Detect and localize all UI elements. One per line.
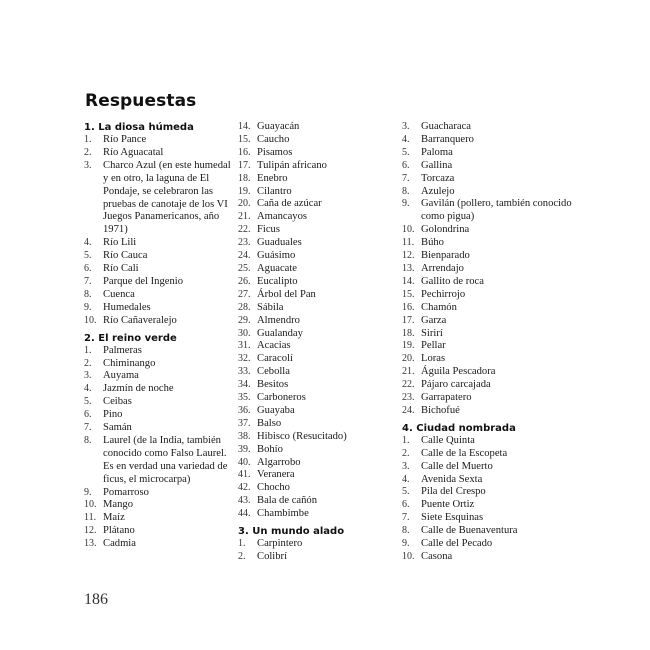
- item-text: Besitos: [257, 379, 289, 391]
- answer-item: [402, 340, 572, 353]
- item-number: 22.: [238, 224, 251, 236]
- item-number: 20.: [238, 198, 251, 210]
- item-text: Jazmín de noche: [103, 383, 174, 395]
- answer-item: [402, 474, 572, 487]
- item-number: 1.: [84, 134, 92, 145]
- answer-item: [238, 237, 393, 250]
- item-text: Almendro: [257, 314, 300, 326]
- item-text: Pellar: [421, 340, 446, 352]
- answer-item: [402, 237, 572, 250]
- item-number: 6.: [402, 159, 410, 171]
- item-number: 21.: [238, 211, 251, 223]
- answer-item: [402, 289, 572, 302]
- answer-item: [238, 211, 393, 224]
- answer-item: [84, 263, 232, 276]
- item-text: Búho: [421, 237, 444, 249]
- item-number: 4.: [402, 473, 410, 485]
- item-text: Río Lili: [103, 237, 137, 249]
- item-number: 8.: [402, 185, 410, 197]
- item-number: 44.: [238, 508, 251, 520]
- item-number: 1.: [402, 434, 410, 446]
- answer-item: [238, 224, 393, 237]
- answer-item: [402, 328, 572, 341]
- answer-item: [402, 448, 572, 461]
- answer-item: [402, 379, 572, 392]
- answer-list: [238, 538, 393, 564]
- item-number: 21.: [402, 366, 415, 378]
- item-number: 2.: [402, 447, 410, 459]
- item-text: Caña de azúcar: [257, 198, 322, 210]
- item-number: 17.: [238, 159, 251, 171]
- item-text: Cilantro: [257, 185, 292, 197]
- answer-item: [402, 551, 572, 564]
- item-text: Eucalipto: [257, 275, 298, 287]
- item-number: 5.: [84, 396, 92, 408]
- item-text: Pájaro carcajada: [421, 379, 491, 391]
- answer-item: [402, 435, 572, 448]
- answer-item: [238, 250, 393, 263]
- answer-item: [238, 469, 393, 482]
- item-number: 43.: [238, 495, 251, 507]
- item-number: 15.: [238, 133, 251, 145]
- answer-item: [402, 353, 572, 366]
- answer-item: [84, 525, 232, 538]
- item-number: 8.: [84, 434, 92, 446]
- item-number: 24.: [402, 404, 415, 416]
- answer-item: [238, 431, 393, 444]
- item-text: Ficus: [257, 224, 280, 236]
- item-number: 2.: [238, 551, 246, 562]
- answer-item: [84, 370, 232, 383]
- item-text: Humedales: [103, 301, 151, 313]
- page-title: Respuestas: [85, 91, 197, 112]
- answer-item: [402, 186, 572, 199]
- answer-item: [84, 345, 232, 358]
- item-number: 11.: [84, 512, 97, 524]
- answers-column-2: [238, 121, 393, 564]
- answer-item: [238, 134, 393, 147]
- item-text: Garza: [421, 314, 447, 326]
- item-text: Golondrina: [421, 224, 470, 236]
- answer-item: [84, 422, 232, 435]
- item-number: 4.: [402, 133, 410, 145]
- answer-item: [238, 263, 393, 276]
- item-text: Hibisco (Resucitado): [257, 430, 347, 442]
- answer-item: [238, 366, 393, 379]
- item-number: 2.: [84, 146, 92, 158]
- answer-item: [84, 134, 232, 147]
- item-number: 35.: [238, 392, 251, 404]
- page-number: 186: [84, 591, 108, 608]
- answer-list: [84, 134, 232, 328]
- answer-item: [84, 435, 232, 487]
- item-text: Águila Pescadora: [421, 366, 496, 378]
- item-number: 32.: [238, 353, 251, 365]
- answer-item: [84, 250, 232, 263]
- answer-item: [402, 147, 572, 160]
- item-number: 3.: [402, 460, 410, 472]
- section-heading: 2. El reino verde: [84, 332, 177, 344]
- answer-item: [402, 121, 572, 134]
- answer-list: [402, 121, 572, 418]
- item-number: 18.: [402, 327, 415, 339]
- section-heading: 1. La diosa húmeda: [84, 122, 194, 133]
- item-number: 14.: [402, 275, 415, 287]
- answer-list: [84, 345, 232, 552]
- answer-list: [238, 121, 393, 521]
- answer-item: [238, 405, 393, 418]
- item-text: Guacharaca: [421, 121, 471, 132]
- item-text: Pino: [103, 409, 123, 421]
- item-text: Chambimbe: [257, 508, 309, 520]
- item-text: Torcaza: [421, 172, 455, 184]
- answer-item: [238, 418, 393, 431]
- answer-item: [238, 173, 393, 186]
- item-number: 5.: [402, 146, 410, 158]
- item-text: Colibrí: [257, 551, 288, 562]
- answer-item: [238, 302, 393, 315]
- item-number: 25.: [238, 262, 251, 274]
- item-text: Chocho: [257, 482, 290, 494]
- item-text: Pila del Crespo: [421, 486, 486, 498]
- item-text: Maíz: [103, 512, 125, 524]
- answer-item: [402, 173, 572, 186]
- item-text: Sirirí: [421, 327, 443, 339]
- item-text: Caucho: [257, 133, 290, 145]
- section-heading: 3. Un mundo alado: [238, 526, 345, 538]
- item-text: Mango: [103, 499, 134, 511]
- item-number: 5.: [84, 250, 92, 262]
- item-text: Gallina: [421, 159, 453, 171]
- item-number: 29.: [238, 314, 251, 326]
- item-number: 31.: [238, 340, 251, 352]
- answer-item: [84, 358, 232, 371]
- item-number: 34.: [238, 379, 251, 391]
- item-text: Río Cauca: [103, 250, 148, 262]
- item-text: Amancayos: [257, 211, 308, 223]
- item-text: Acacias: [257, 340, 291, 352]
- item-text: Pechirrojo: [421, 288, 466, 300]
- item-number: 23.: [402, 392, 415, 404]
- item-number: 10.: [84, 499, 97, 511]
- item-number: 24.: [238, 250, 251, 262]
- item-text: Loras: [421, 353, 446, 365]
- answer-item: [402, 366, 572, 379]
- item-text: Río Cañaveralejo: [103, 314, 177, 326]
- item-text: Samán: [103, 422, 132, 434]
- item-text: Balso: [257, 417, 282, 429]
- answer-item: [402, 525, 572, 538]
- item-text: Auyama: [103, 370, 139, 382]
- item-number: 27.: [238, 288, 251, 300]
- item-text: Casona: [421, 551, 453, 562]
- item-number: 42.: [238, 482, 251, 494]
- item-text: Barranquero: [421, 133, 474, 145]
- answer-item: [402, 499, 572, 512]
- answer-item: [84, 276, 232, 289]
- item-text: Cebolla: [257, 366, 290, 378]
- item-number: 13.: [84, 538, 97, 550]
- answer-item: [238, 289, 393, 302]
- item-text: Chiminango: [103, 357, 156, 369]
- answer-item: [238, 508, 393, 521]
- item-text: Charco Azul (en este humedal y en otro, la laguna de El Pondaje, se celebraron las pruebas de canotaje de los VI Juegos Panamericanos, año 1971): [103, 159, 231, 236]
- answer-item: [238, 379, 393, 392]
- item-text: Carpintero: [257, 538, 303, 550]
- answers-column-3: [402, 121, 572, 564]
- item-text: Guayacán: [257, 121, 300, 132]
- answer-item: [402, 276, 572, 289]
- item-number: 28.: [238, 301, 251, 313]
- item-number: 23.: [238, 237, 251, 249]
- answer-item: [238, 353, 393, 366]
- item-text: Ceibas: [103, 396, 132, 408]
- item-text: Calle del Muerto: [421, 460, 493, 472]
- item-text: Sábila: [257, 301, 284, 313]
- answer-item: [402, 315, 572, 328]
- item-text: Cadmia: [103, 538, 136, 550]
- answer-item: [402, 160, 572, 173]
- item-number: 9.: [402, 538, 410, 550]
- item-number: 19.: [238, 185, 251, 197]
- item-number: 41.: [238, 469, 251, 481]
- item-text: Bichofué: [421, 404, 460, 416]
- item-number: 10.: [402, 551, 415, 562]
- item-number: 3.: [84, 159, 92, 171]
- item-number: 2.: [84, 357, 92, 369]
- answer-item: [238, 276, 393, 289]
- answer-item: [238, 186, 393, 199]
- answer-item: [238, 328, 393, 341]
- item-number: 4.: [84, 383, 92, 395]
- answer-item: [402, 198, 572, 224]
- item-number: 9.: [402, 198, 410, 210]
- item-text: Calle Quinta: [421, 434, 475, 446]
- item-number: 7.: [402, 512, 410, 524]
- item-text: Arrendajo: [421, 262, 464, 274]
- item-number: 16.: [402, 301, 415, 313]
- item-number: 1.: [84, 344, 92, 356]
- item-text: Siete Esquinas: [421, 512, 484, 524]
- answer-item: [84, 499, 232, 512]
- answer-item: [238, 538, 393, 551]
- item-number: 14.: [238, 121, 251, 132]
- item-text: Avenida Sexta: [421, 473, 483, 485]
- item-number: 3.: [84, 370, 92, 382]
- item-text: Plátano: [103, 525, 135, 537]
- item-text: Calle del Pecado: [421, 538, 493, 550]
- answer-item: [238, 551, 393, 564]
- item-text: Puente Ortiz: [421, 499, 475, 511]
- item-number: 11.: [402, 237, 415, 249]
- answer-item: [402, 486, 572, 499]
- answers-column-1: [84, 121, 232, 551]
- item-text: Pomarroso: [103, 486, 149, 498]
- item-number: 36.: [238, 404, 251, 416]
- item-number: 30.: [238, 327, 251, 339]
- answer-item: [238, 160, 393, 173]
- answer-item: [402, 392, 572, 405]
- answer-item: [402, 302, 572, 315]
- item-text: Cuenca: [103, 288, 135, 300]
- item-number: 10.: [402, 224, 415, 236]
- answer-item: [238, 315, 393, 328]
- item-text: Guaduales: [257, 237, 302, 249]
- item-number: 1.: [238, 538, 246, 550]
- item-text: Gallito de roca: [421, 275, 484, 287]
- answer-list: [402, 435, 572, 564]
- item-text: Caracolí: [257, 353, 293, 365]
- item-number: 26.: [238, 275, 251, 287]
- item-number: 7.: [402, 172, 410, 184]
- item-number: 7.: [84, 275, 92, 287]
- answer-item: [84, 409, 232, 422]
- item-text: Pisamos: [257, 146, 293, 158]
- item-text: Bienparado: [421, 250, 470, 262]
- item-number: 37.: [238, 417, 251, 429]
- item-text: Carboneros: [257, 392, 306, 404]
- answer-item: [402, 134, 572, 147]
- item-number: 6.: [84, 263, 92, 275]
- answer-item: [402, 461, 572, 474]
- answer-item: [402, 263, 572, 276]
- item-number: 6.: [84, 409, 92, 421]
- answer-item: [84, 315, 232, 328]
- answer-item: [84, 396, 232, 409]
- item-number: 12.: [402, 250, 415, 262]
- item-number: 39.: [238, 443, 251, 455]
- item-number: 8.: [402, 525, 410, 537]
- answer-item: [84, 289, 232, 302]
- answer-item: [84, 147, 232, 160]
- item-number: 5.: [402, 486, 410, 498]
- item-number: 10.: [84, 314, 97, 326]
- item-number: 12.: [84, 525, 97, 537]
- item-text: Laurel (de la India, también conocido como Falso Laurel. Es en verdad una variedad de ficus, el microcarpa): [103, 434, 228, 485]
- answer-item: [84, 302, 232, 315]
- item-number: 3.: [402, 121, 410, 132]
- item-text: Tulipán africano: [257, 159, 327, 171]
- answer-item: [238, 444, 393, 457]
- item-text: Árbol del Pan: [257, 288, 316, 300]
- answer-item: [238, 340, 393, 353]
- item-text: Guayaba: [257, 404, 295, 416]
- item-text: Calle de la Escopeta: [421, 447, 508, 459]
- item-text: Gavilán (pollero, también conocido como pigua): [421, 198, 572, 223]
- item-number: 16.: [238, 146, 251, 158]
- answer-item: [238, 198, 393, 211]
- item-number: 9.: [84, 486, 92, 498]
- item-number: 7.: [84, 422, 92, 434]
- item-text: Bohío: [257, 443, 283, 455]
- answer-item: [84, 237, 232, 250]
- item-text: Río Aguacatal: [103, 146, 164, 158]
- answer-item: [84, 538, 232, 551]
- item-number: 18.: [238, 172, 251, 184]
- answer-item: [402, 224, 572, 237]
- item-number: 15.: [402, 288, 415, 300]
- item-text: Calle de Buenaventura: [421, 525, 518, 537]
- item-text: Garrapatero: [421, 392, 472, 404]
- item-number: 6.: [402, 499, 410, 511]
- answer-item: [402, 250, 572, 263]
- item-number: 40.: [238, 456, 251, 468]
- answer-item: [238, 147, 393, 160]
- item-text: Azulejo: [421, 185, 455, 197]
- item-text: Algarrobo: [257, 456, 301, 468]
- answer-item: [402, 538, 572, 551]
- answer-item: [238, 457, 393, 470]
- item-text: Río Cali: [103, 263, 139, 275]
- item-text: Palmeras: [103, 344, 142, 356]
- item-text: Parque del Ingenio: [103, 275, 184, 287]
- item-text: Río Pance: [103, 134, 147, 145]
- item-text: Enebro: [257, 172, 288, 184]
- answer-item: [84, 512, 232, 525]
- item-number: 8.: [84, 288, 92, 300]
- item-number: 17.: [402, 314, 415, 326]
- answer-item: [238, 482, 393, 495]
- answer-item: [84, 160, 232, 237]
- item-number: 9.: [84, 301, 92, 313]
- answer-item: [402, 512, 572, 525]
- answer-item: [238, 495, 393, 508]
- item-number: 13.: [402, 262, 415, 274]
- item-number: 19.: [402, 340, 415, 352]
- item-number: 38.: [238, 430, 251, 442]
- answer-item: [238, 121, 393, 134]
- item-number: 33.: [238, 366, 251, 378]
- answer-item: [84, 383, 232, 396]
- item-text: Gualanday: [257, 327, 303, 339]
- item-text: Bala de cañón: [257, 495, 318, 507]
- item-text: Aguacate: [257, 262, 297, 274]
- item-number: 22.: [402, 379, 415, 391]
- item-text: Chamón: [421, 301, 457, 313]
- item-text: Guásimo: [257, 250, 296, 262]
- answer-item: [402, 405, 572, 418]
- item-number: 20.: [402, 353, 415, 365]
- answer-item: [84, 487, 232, 500]
- item-text: Veranera: [257, 469, 295, 481]
- answer-item: [238, 392, 393, 405]
- item-number: 4.: [84, 237, 92, 249]
- item-text: Paloma: [421, 146, 453, 158]
- section-heading: 4. Ciudad nombrada: [402, 422, 516, 434]
